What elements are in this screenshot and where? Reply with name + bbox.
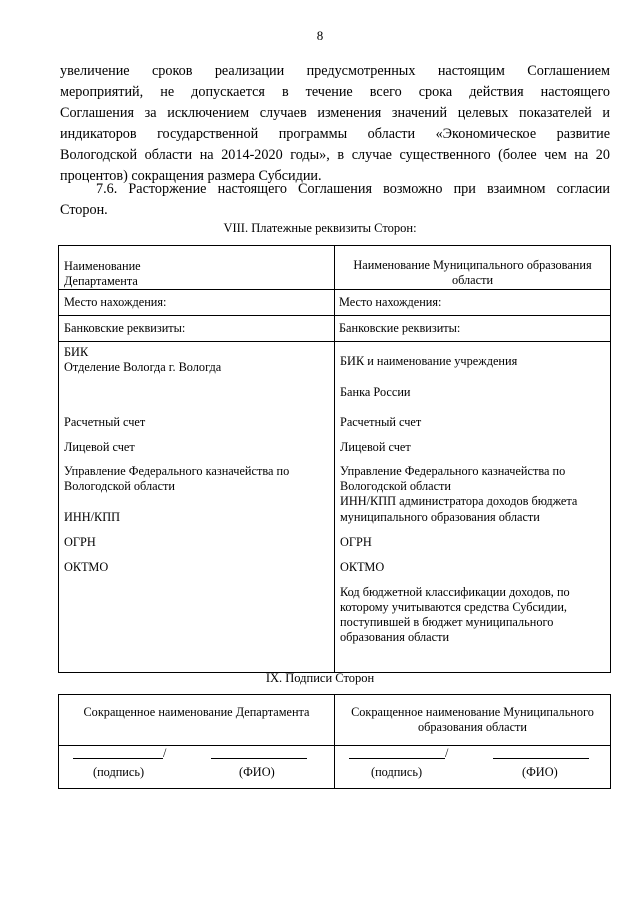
separator-slash: / [163, 746, 167, 760]
page-number: 8 [316, 28, 324, 43]
cell-text: Наименование Муниципального образования [353, 258, 592, 272]
name-line [493, 758, 589, 759]
paragraph-line: индикаторов государственной программы области «Экономическое развитие [60, 126, 610, 142]
bank-right-cell: Банковские реквизиты: [335, 316, 611, 342]
treasury-label: Вологодской области [340, 479, 451, 493]
requisites-table [58, 245, 611, 673]
cell-text: Сокращенное наименование Департамента [83, 705, 310, 719]
inn-label: муниципального образования области [340, 510, 540, 524]
cell-text: области [451, 273, 494, 287]
paragraph-line: мероприятий, не допускается в течение всего срока действия настоящего [60, 84, 610, 100]
kbk-label: образования области [340, 630, 450, 644]
bank-left-cell: Банковские реквизиты: [59, 316, 335, 342]
cell-text: образования области [417, 720, 528, 734]
kbk-label: Код бюджетной классификации доходов, по [340, 585, 570, 599]
personal-account-label: Лицевой счет [340, 440, 411, 454]
cell-text: Наименование [64, 259, 141, 273]
section-title-signatures: IX. Подписи Сторон [265, 671, 375, 685]
ogrn-label: ОГРН [64, 535, 96, 549]
account-label: Расчетный счет [64, 415, 146, 429]
table-row [59, 290, 611, 316]
paragraph-subsidy-terms [60, 61, 610, 187]
name-caption: (ФИО) [239, 765, 275, 779]
department-short-name-cell [59, 695, 335, 746]
signature-caption: (подпись) [93, 765, 145, 779]
table-row [59, 342, 611, 673]
municipality-details-cell [335, 342, 611, 673]
cell-text: Сокращенное наименование Муниципального [351, 705, 594, 719]
location-right-cell: Место нахождения: [335, 290, 611, 316]
department-details-cell [59, 342, 335, 673]
signature-caption: (подпись) [371, 765, 423, 779]
branch-label: Отделение Вологда г. Вологда [64, 360, 222, 374]
kbk-label: которому учитываются средства Субсидии, [340, 600, 567, 614]
account-label: Расчетный счет [340, 415, 422, 429]
bik-label: БИК и наименование учреждения [340, 354, 518, 368]
table-row [59, 695, 611, 746]
paragraph-line: Вологодской области на 2014-2020 годы», в случае существенного (более чем на 20 [60, 147, 610, 163]
department-name-cell [59, 246, 335, 290]
bik-label: БИК [64, 345, 89, 359]
paragraph-line: Соглашения за исключением случаев изменения значений целевых показателей и [60, 105, 610, 121]
paragraph-line: увеличение сроков реализации предусмотренных настоящим Соглашением [60, 63, 610, 79]
personal-account-label: Лицевой счет [64, 440, 135, 454]
inn-label: ИНН/КПП администратора доходов бюджета [340, 494, 578, 508]
section-title-requisites: VIII. Платежные реквизиты Сторон: [223, 221, 417, 235]
municipality-short-name-cell [335, 695, 611, 746]
municipality-signature-cell [335, 746, 611, 789]
bank-label: Банка России [340, 385, 411, 399]
separator-slash: / [445, 746, 449, 760]
signatures-table [58, 694, 611, 789]
ogrn-label: ОГРН [340, 535, 372, 549]
treasury-label: Управление Федерального казначейства по [340, 464, 566, 478]
table-row [59, 316, 611, 342]
paragraph-line: Сторон. [60, 202, 108, 218]
name-caption: (ФИО) [522, 765, 558, 779]
paragraph-line: процентов) сокращения размера Субсидии. [60, 168, 322, 184]
name-line [211, 758, 307, 759]
location-left-cell: Место нахождения: [59, 290, 335, 316]
paragraph-line: 7.6. Расторжение настоящего Соглашения возможно при взаимном согласии [96, 181, 610, 197]
municipality-name-cell [335, 246, 611, 290]
table-row [59, 246, 611, 290]
inn-label: ИНН/КПП [64, 510, 121, 524]
kbk-label: поступившей в бюджет муниципального [340, 615, 554, 629]
department-signature-cell [59, 746, 335, 789]
table-row [59, 746, 611, 789]
treasury-label: Вологодской области [64, 479, 175, 493]
cell-text: Департамента [64, 274, 138, 288]
signature-line [349, 758, 445, 759]
oktmo-label: ОКТМО [64, 560, 109, 574]
treasury-label: Управление Федерального казначейства по [64, 464, 290, 478]
signature-line [73, 758, 163, 759]
paragraph-termination [60, 179, 610, 221]
oktmo-label: ОКТМО [340, 560, 385, 574]
